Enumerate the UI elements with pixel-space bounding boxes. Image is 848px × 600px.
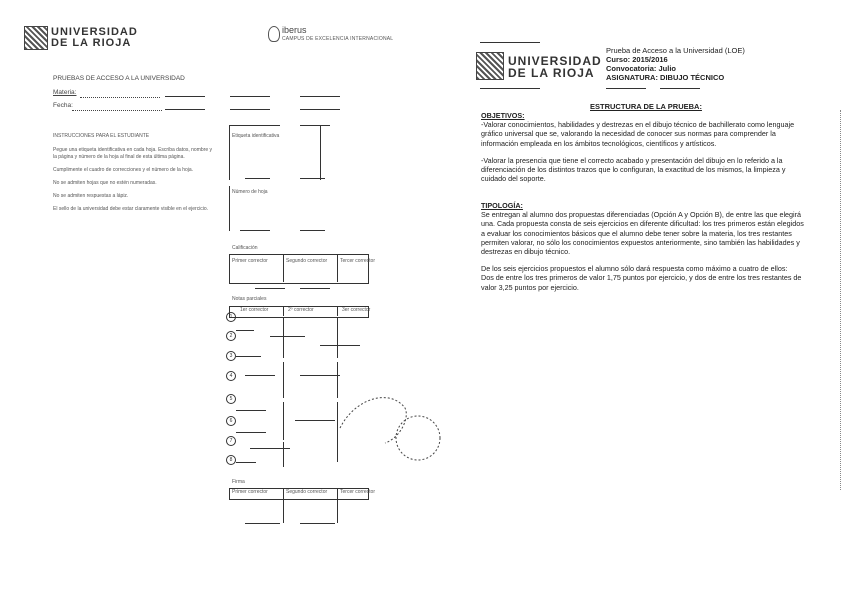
divider [240,230,270,231]
numero-hoja-label: Número de hoja [232,189,268,195]
university-line1: UNIVERSIDAD [51,26,138,38]
grid-line [283,442,284,467]
university-crest-icon [24,26,48,50]
divider [300,178,325,179]
question-number: 1 [226,312,236,322]
grid-line [300,375,340,376]
university-crest-icon [476,52,504,80]
asignatura-line: ASIGNATURA: DIBUJO TÉCNICO [606,73,725,82]
materia-line [80,97,160,98]
divider [300,125,330,126]
divider [230,96,270,97]
question-number: 5 [226,394,236,404]
tipologia-paragraph: De los seis ejercicios propuestos el alumno sólo dará respuesta como máximo a cuatro de ellos: [481,264,788,274]
grid-line [270,336,305,337]
tercer-corrector-label: Tercer corrector [340,258,376,264]
grid-line [320,345,360,346]
question-number: 3 [226,351,236,361]
grid-line [236,432,266,433]
divider [229,125,230,180]
segundo-corrector-label: Segundo corrector [286,258,328,264]
segundo-parcial-label: 2º corrector [288,307,314,313]
question-number: 6 [226,416,236,426]
divider [245,523,280,524]
objetivos-paragraph: -Valorar conocimientos, habilidades y destrezas en el dibujo técnico de bachillerato como lenguaje gráfico universal que se, valorando la necesidad de conocer sus normas para comprender la información empleada en los ámbitos tecnológicos, científicos y artísticos. [481,120,795,148]
divider [320,125,321,180]
divider [230,125,280,126]
firma2-label: Segundo corrector [286,489,328,495]
field-fecha-label: Fecha: [53,102,73,109]
field-materia-label: Materia: [53,89,77,96]
primer-parcial-label: 1er corrector [240,307,269,313]
tipologia-title: TIPOLOGÍA: [481,201,523,210]
grid-line [283,402,284,440]
question-number: 7 [226,436,236,446]
question-number: 2 [226,331,236,341]
objetivos-section [481,111,808,183]
divider [283,488,284,523]
curve-drawing [330,388,442,478]
prueba-line: Prueba de Acceso a la Universidad (LOE) [606,46,745,55]
divider [480,88,540,89]
tipologia-paragraph: Dos de entre los tres primeros de valor 1,75 puntos por ejercicio, y dos de entre los tres restantes de valor 3,25 puntos por ejercicio. [481,273,802,292]
structure-title: ESTRUCTURA DE LA PRUEBA: [590,102,702,111]
partner-subtitle: CAMPUS DE EXCELENCIA INTERNACIONAL [282,36,394,42]
divider [337,488,338,523]
objetivos-paragraph: -Valorar la presencia que tiene el correcto acabado y presentación del dibujo en lo referido a la diferenciación de los distintos trazos que lo configuran, la exactitud de los mismos, la limpieza y cuidado del soporte. [481,155,786,184]
grid-line [250,448,290,449]
etiqueta-label: Etiqueta identificativa [232,133,280,139]
divider [660,88,700,89]
divider [245,178,270,179]
question-number: 8 [226,455,236,465]
instructions-title: INSTRUCCIONES PARA EL ESTUDIANTE [53,133,150,139]
divider [165,109,205,110]
firma3-label: Tercer corrector [340,489,376,495]
grid-line [283,362,284,398]
divider [300,109,340,110]
divider [230,109,270,110]
calificacion-label: Calificación [232,245,258,251]
divider [337,254,338,282]
divider [255,288,285,289]
tercer-parcial-label: 3er corrector [342,307,371,313]
instruction-item: No se admiten respuestas a lápiz. [53,193,129,199]
university-line1: UNIVERSIDAD [508,54,602,68]
dashed-circle [396,416,440,460]
divider [300,96,340,97]
grid-line [295,420,335,421]
grid-line [245,375,275,376]
grid-line [283,318,284,358]
instruction-item: El sello de la universidad debe estar claramente visible en el ejercicio. [53,206,209,212]
firma-label: Firma [232,479,245,485]
instruction-item: Pegue una etiqueta identificativa en cada hoja. Escriba datos, nombre y la página y número de la hoja al final de esta última página. [53,147,212,160]
curso-line: Curso: 2015/2016 [606,55,668,64]
tipologia-paragraph: Se entregan al alumno dos propuestas diferenciadas (Opción A y Opción B), de entre las que elegirá una. Cada propuesta consta de seis ejercicios en diferente dificultad: los tres primeros están elegidos a evaluar los conocimientos básicos que el alumno debe tener sobre la materia, los tres restantes permiten valorar, no sólo los conocimientos expuestos anteriormente, sino también las habilidades y destrezas en dibujo técnico. [481,210,804,257]
grid-line [236,410,266,411]
partner-name: iberus [282,25,307,35]
firma1-label: Primer corrector [232,489,268,495]
divider [337,306,338,316]
exam-title: PRUEBAS DE ACCESO A LA UNIVERSIDAD [53,75,185,82]
divider [165,96,205,97]
divider [283,254,284,282]
instructions-block [53,133,213,213]
instruction-item: Cumplimente el cuadro de correcciones y el número de la hoja. [53,167,194,173]
instruction-item: No se admiten hojas que no estén numeradas. [53,180,157,186]
iberus-logo-icon [268,26,280,42]
divider [283,306,284,316]
grid-line [236,330,254,331]
primer-corrector-label: Primer corrector [232,258,268,264]
university-name [508,55,602,79]
question-number: 4 [226,371,236,381]
convocatoria-line: Convocatoria: Julio [606,64,677,73]
notas-parciales-label: Notas parciales [232,296,267,302]
university-line2: DE LA RIOJA [508,66,595,80]
grid-line [236,462,256,463]
divider [229,186,230,231]
fecha-line [72,110,162,111]
grid-line [337,318,338,358]
page-edge [840,110,841,490]
divider [300,230,325,231]
tipologia-section [481,201,808,292]
exam-header [606,46,745,82]
university-name [51,27,138,49]
divider [300,523,335,524]
objetivos-title: OBJETIVOS: [481,111,525,120]
divider [606,88,646,89]
divider [300,288,330,289]
divider [480,42,540,43]
dashed-curve [340,398,406,443]
grid-line [236,356,261,357]
university-line2: DE LA RIOJA [51,37,132,49]
